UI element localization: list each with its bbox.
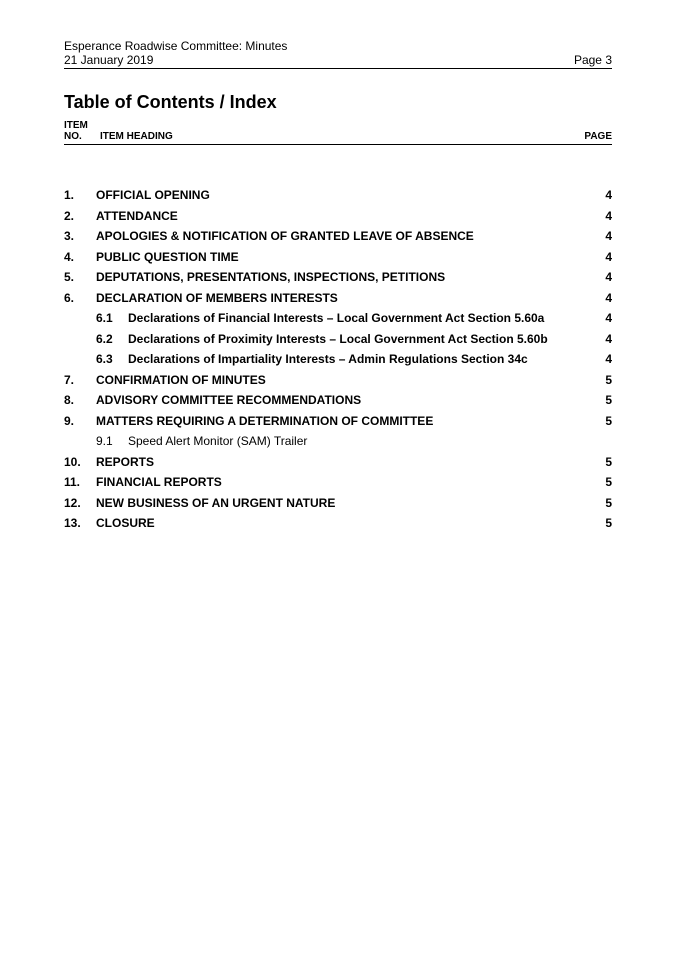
- toc-subentry[interactable]: [64, 431, 612, 452]
- toc-entry-number: 6.2: [96, 331, 113, 346]
- toc-entry[interactable]: [64, 452, 612, 473]
- toc-entry-label: DECLARATION OF MEMBERS INTERESTS: [96, 290, 338, 305]
- toc-entry-label: CLOSURE: [96, 516, 155, 530]
- header-divider: [64, 68, 612, 69]
- toc-entry[interactable]: [64, 247, 612, 268]
- toc-entry-label: Speed Alert Monitor (SAM) Trailer: [128, 434, 308, 448]
- toc-entry-page: 4: [605, 290, 612, 305]
- toc-entry-page: 4: [605, 311, 612, 325]
- toc-entry-label: DEPUTATIONS, PRESENTATIONS, INSPECTIONS, PETITIONS: [96, 270, 446, 284]
- toc-entry-number: 9.: [64, 413, 75, 428]
- toc-entry[interactable]: [64, 267, 612, 288]
- toc-column-headers: [64, 120, 612, 142]
- toc-entry-label: Declarations of Financial Interests – Local Government Act Section 5.60a: [128, 311, 545, 325]
- toc-entry-page: 5: [605, 516, 612, 530]
- toc-entry-number: 4.: [64, 249, 75, 264]
- toc-entry-page: 5: [605, 475, 612, 489]
- toc-entry-page: 4: [605, 188, 612, 202]
- toc-subentry[interactable]: [64, 349, 612, 370]
- toc-entry-label: APOLOGIES & NOTIFICATION OF GRANTED LEAVE OF ABSENCE: [96, 229, 474, 243]
- toc-entry-number: 6.1: [96, 311, 113, 325]
- toc-entry-number: 2.: [64, 208, 75, 223]
- header-row: [64, 53, 612, 67]
- toc-entry-number: 9.1: [96, 434, 113, 448]
- toc-entry-number: 6.3: [96, 352, 113, 366]
- toc-entry-label: PUBLIC QUESTION TIME: [96, 249, 239, 264]
- column-item-no-line2: NO.: [64, 131, 82, 142]
- toc-list: [64, 185, 612, 534]
- toc-entry[interactable]: [64, 370, 612, 391]
- toc-entry-label: REPORTS: [96, 454, 155, 469]
- page-header: [64, 39, 612, 67]
- toc-entry[interactable]: [64, 226, 612, 247]
- toc-entry-page: 5: [605, 454, 612, 469]
- toc-entry[interactable]: [64, 206, 612, 227]
- toc-entry-label: MATTERS REQUIRING A DETERMINATION OF COMMITTEE: [96, 413, 434, 428]
- toc-entry-number: 11.: [64, 475, 81, 489]
- toc-subentry[interactable]: [64, 308, 612, 329]
- column-item-no-line1: ITEM: [64, 120, 88, 131]
- toc-entry-number: 10.: [64, 454, 81, 469]
- toc-entry-page: 5: [605, 393, 612, 407]
- column-item-no: [64, 120, 96, 142]
- toc-entry-label: OFFICIAL OPENING: [96, 188, 210, 202]
- toc-entry-page: 5: [605, 495, 612, 510]
- column-item-heading: ITEM HEADING: [100, 131, 173, 142]
- toc-entry-label: Declarations of Impartiality Interests – Admin Regulations Section 34c: [128, 352, 528, 366]
- toc-subentry[interactable]: [64, 329, 612, 350]
- toc-entry-number: 6.: [64, 290, 75, 305]
- toc-entry-number: 8.: [64, 393, 75, 407]
- toc-title: Table of Contents / Index: [64, 92, 277, 112]
- toc-entry[interactable]: [64, 390, 612, 411]
- toc-entry-number: 3.: [64, 229, 75, 243]
- toc-entry-label: Declarations of Proximity Interests – Local Government Act Section 5.60b: [128, 331, 548, 346]
- toc-entry-number: 12.: [64, 495, 81, 510]
- toc-entry[interactable]: [64, 472, 612, 493]
- column-page: PAGE: [584, 131, 612, 142]
- toc-entry-number: 13.: [64, 516, 81, 530]
- toc-entry-page: 5: [605, 372, 612, 387]
- toc-entry[interactable]: [64, 411, 612, 432]
- toc-entry-page: 4: [605, 249, 612, 264]
- toc-entry-label: CONFIRMATION OF MINUTES: [96, 372, 266, 387]
- toc-entry-number: 7.: [64, 372, 75, 387]
- toc-entry-label: ATTENDANCE: [96, 208, 178, 223]
- toc-entry-label: NEW BUSINESS OF AN URGENT NATURE: [96, 495, 336, 510]
- document-title: Esperance Roadwise Committee: Minutes: [64, 39, 288, 53]
- toc-entry-page: 4: [605, 270, 612, 284]
- toc-entry[interactable]: [64, 185, 612, 206]
- toc-entry-number: 5.: [64, 270, 75, 284]
- toc-entry-page: 4: [605, 229, 612, 243]
- toc-entry-page: 4: [605, 331, 612, 346]
- column-header-divider: [64, 144, 612, 145]
- toc-entry-label: FINANCIAL REPORTS: [96, 475, 222, 489]
- toc-entry[interactable]: [64, 493, 612, 514]
- toc-entry[interactable]: [64, 513, 612, 534]
- meeting-date: 21 January 2019: [64, 53, 154, 67]
- toc-entry-page: 4: [605, 208, 612, 223]
- toc-entry-label: ADVISORY COMMITTEE RECOMMENDATIONS: [96, 393, 362, 407]
- toc-entry-page: 4: [605, 352, 612, 366]
- page-number: Page 3: [573, 53, 612, 67]
- toc-entry[interactable]: [64, 288, 612, 309]
- toc-entry-page: 5: [605, 413, 612, 428]
- toc-entry-number: 1.: [64, 188, 75, 202]
